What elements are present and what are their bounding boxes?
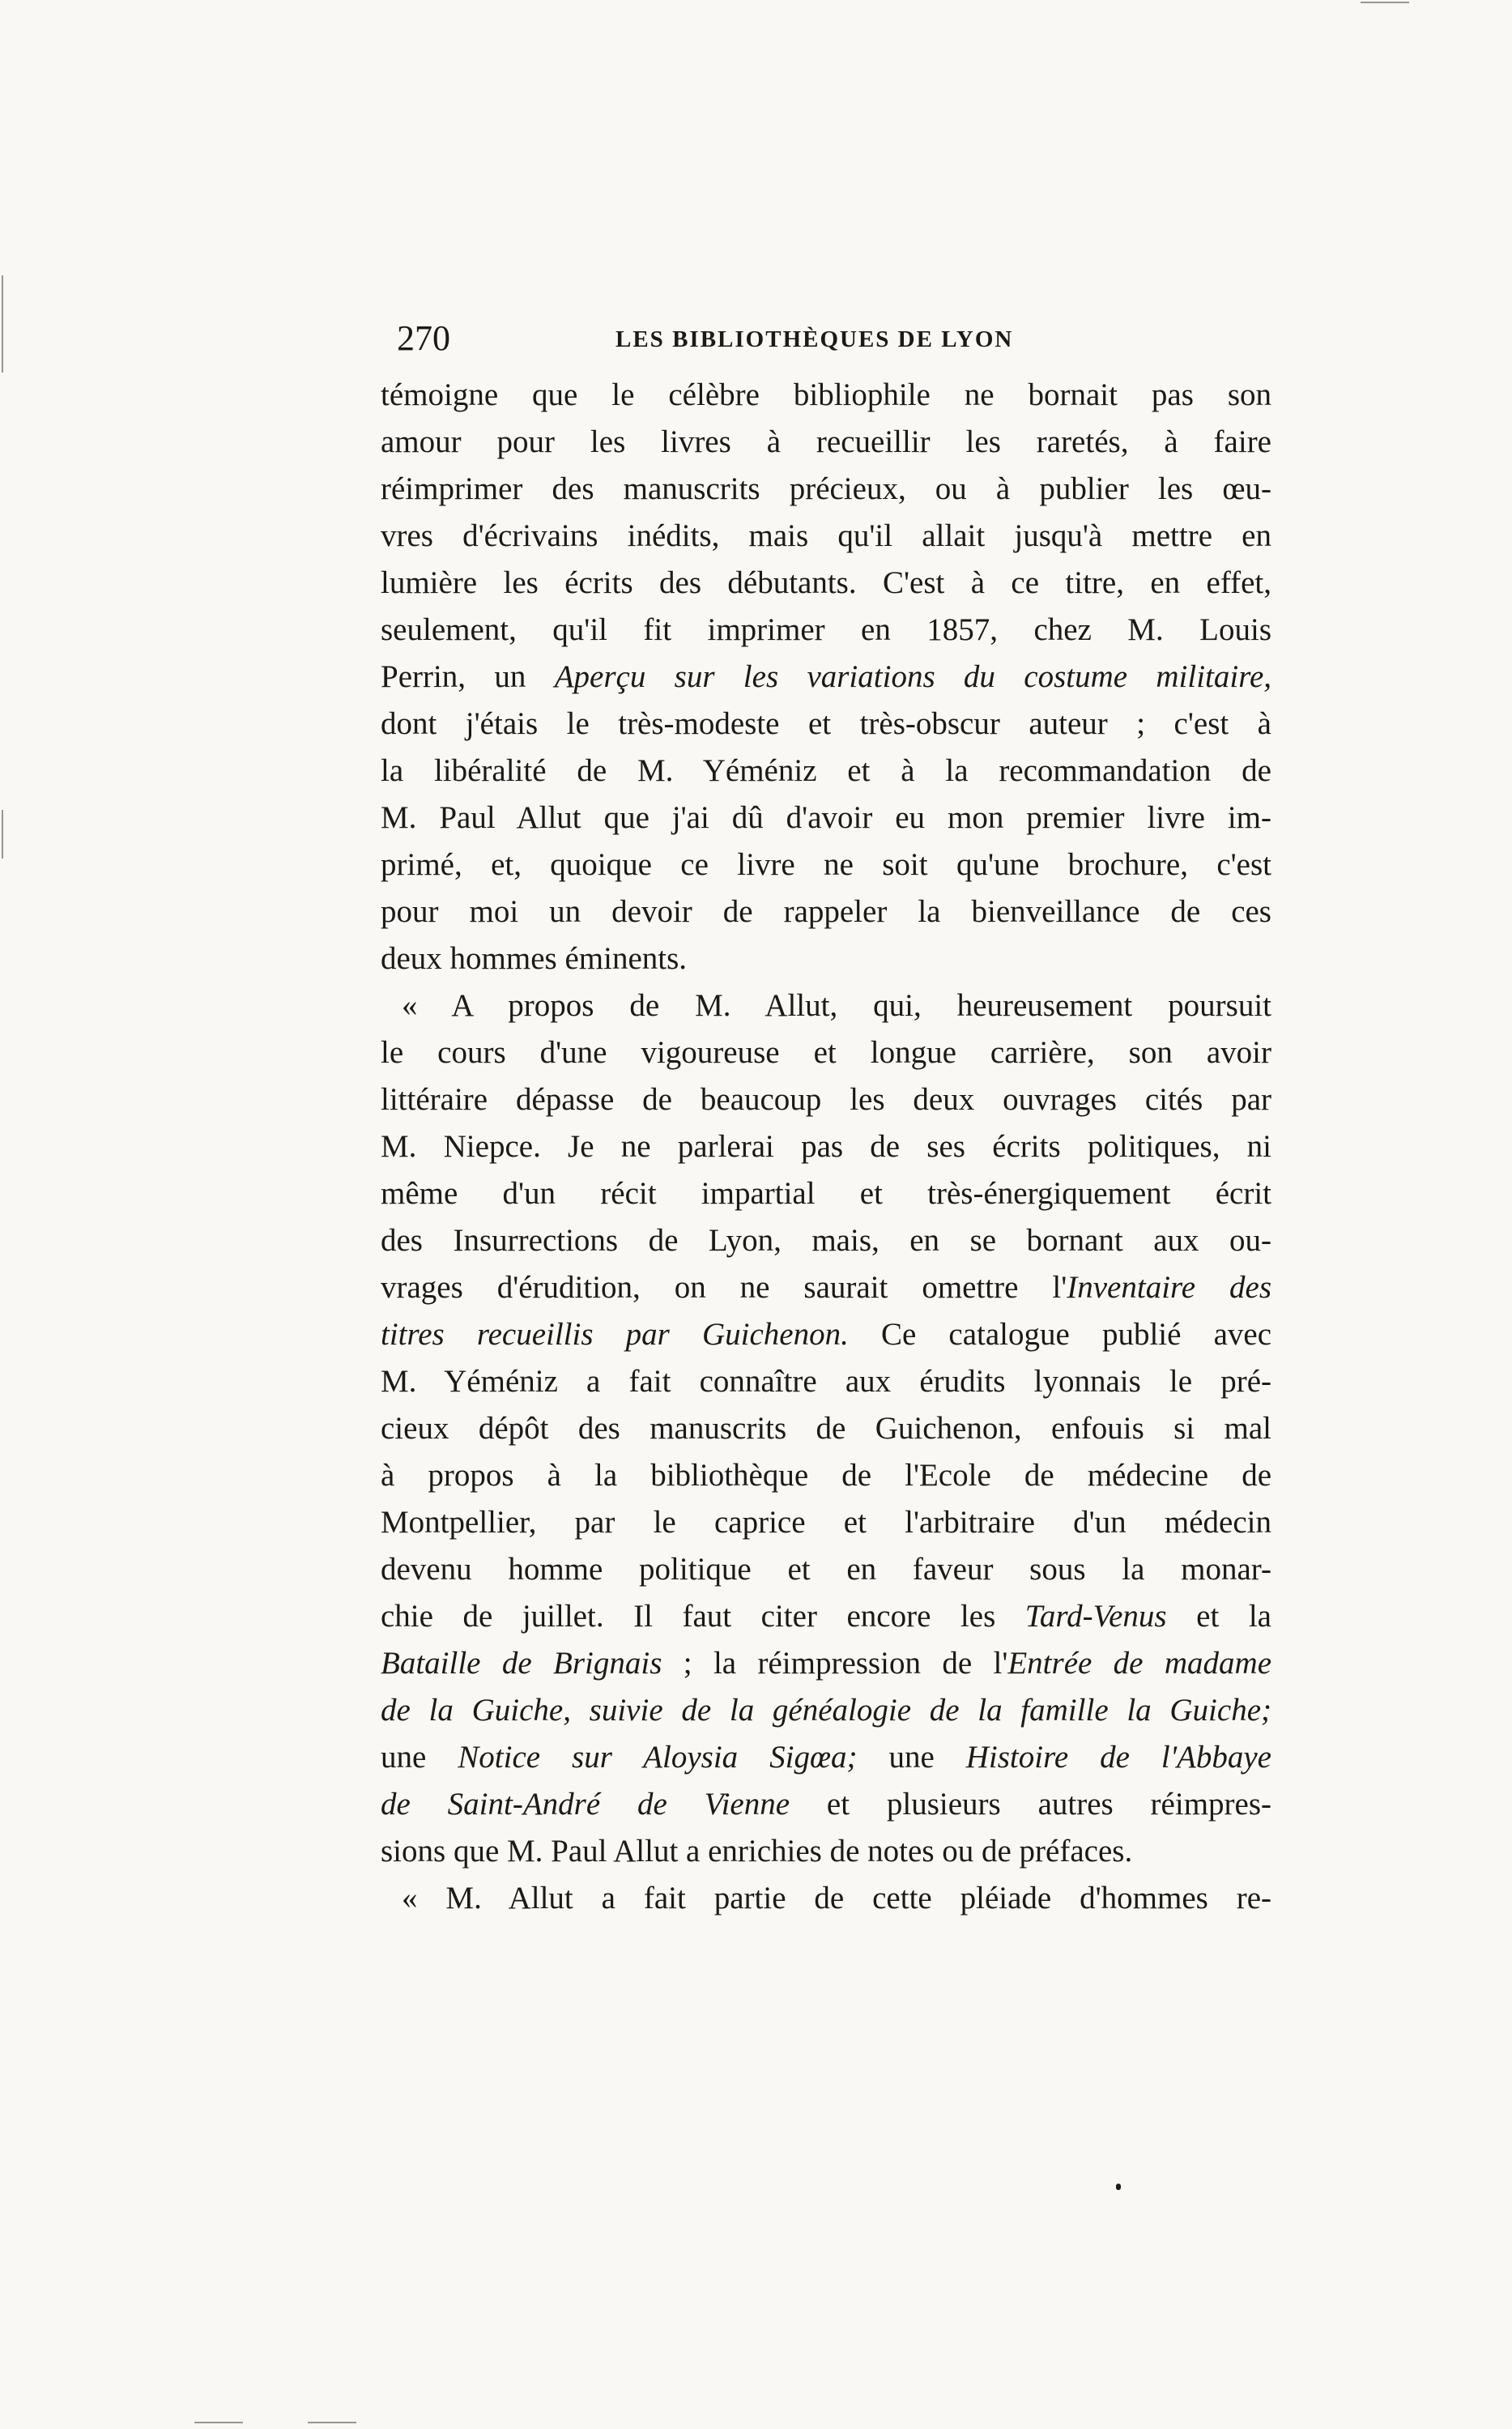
text-line — [381, 513, 1271, 560]
text-line — [381, 419, 1271, 466]
text-run: des Insurrections de Lyon, mais, en se bornant aux ou- — [381, 1223, 1271, 1258]
text-run: primé, et, quoique ce livre ne soit qu'une brochure, c'est — [381, 847, 1271, 882]
text-run: cieux dépôt des manuscrits de Guichenon, enfouis si mal — [381, 1411, 1271, 1446]
text-line — [381, 701, 1271, 748]
text-line — [381, 889, 1271, 935]
text-line — [381, 982, 1271, 1029]
ink-dot — [1116, 2184, 1121, 2190]
text-line — [381, 1217, 1271, 1264]
italic-text: Histoire de l'Abbaye — [965, 1740, 1271, 1775]
italic-text: Notice sur Aloysia Sigœa; — [458, 1740, 858, 1775]
text-run: ; la réimpression de l' — [662, 1646, 1008, 1681]
text-line — [381, 372, 1271, 419]
text-run: M. Yéméniz a fait connaître aux érudits lyonnais le pré- — [381, 1364, 1271, 1399]
text-run: M. Paul Allut que j'ai dû d'avoir eu mon premier livre im- — [381, 800, 1271, 835]
body-text — [381, 372, 1271, 1922]
text-line — [381, 1405, 1271, 1452]
italic-text: Entrée de madame — [1007, 1646, 1272, 1681]
text-run: une — [381, 1740, 458, 1775]
text-line — [381, 935, 1271, 982]
text-run: même d'un récit impartial et très-énergiquement écrit — [381, 1176, 1271, 1211]
text-run: deux hommes éminents. — [381, 941, 688, 976]
text-run: lumière les écrits des débutants. C'est à ce titre, en effet, — [381, 565, 1271, 600]
text-run: « M. Allut a fait partie de cette pléiade d'hommes re- — [402, 1881, 1271, 1916]
text-run: la libéralité de M. Yéméniz et à la recommandation de — [381, 753, 1271, 788]
text-line — [381, 466, 1271, 513]
italic-text: Bataille de Brignais — [381, 1646, 662, 1681]
page-header — [397, 314, 1271, 363]
text-run: Montpellier, par le caprice et l'arbitraire d'un médecin — [381, 1505, 1271, 1540]
text-run: seulement, qu'il fit imprimer en 1857, chez M. Louis — [381, 612, 1271, 647]
italic-text: Tard-Venus — [1024, 1599, 1167, 1634]
text-line — [381, 795, 1271, 842]
text-run: sions que M. Paul Allut a enrichies de notes ou de préfaces. — [381, 1834, 1133, 1869]
text-line — [381, 560, 1271, 607]
scan-edge-mark — [2, 275, 3, 373]
text-run: dont j'étais le très-modeste et très-obscur auteur ; c'est à — [381, 706, 1271, 741]
text-line — [381, 1828, 1271, 1875]
text-line — [381, 1499, 1271, 1546]
scan-edge-mark — [2, 810, 3, 859]
text-line — [381, 1593, 1271, 1640]
text-line — [381, 1076, 1271, 1123]
italic-text: Inventaire des — [1067, 1270, 1271, 1305]
text-line — [381, 1264, 1271, 1311]
text-line — [381, 1170, 1271, 1217]
page-number: 270 — [397, 318, 450, 358]
text-run: littéraire dépasse de beaucoup les deux ouvrages cités par — [381, 1082, 1271, 1117]
text-run: vrages d'érudition, on ne saurait omettre l' — [381, 1270, 1067, 1305]
text-line — [381, 1358, 1271, 1405]
text-line — [381, 1781, 1271, 1828]
text-line — [381, 1546, 1271, 1593]
text-line — [381, 1875, 1271, 1922]
text-run: et la — [1166, 1599, 1271, 1634]
text-line — [381, 1452, 1271, 1499]
text-run: réimprimer des manuscrits précieux, ou à publier les œu- — [381, 471, 1271, 506]
text-run: amour pour les livres à recueillir les raretés, à faire — [381, 424, 1271, 459]
text-line — [381, 842, 1271, 889]
scan-edge-mark — [308, 2422, 356, 2423]
italic-text: de Saint-André de Vienne — [381, 1787, 790, 1822]
text-run: vres d'écrivains inédits, mais qu'il allait jusqu'à mettre en — [381, 518, 1271, 553]
text-line — [381, 748, 1271, 795]
text-run: et plusieurs autres réimpres- — [790, 1787, 1271, 1822]
running-title: LES BIBLIOTHÈQUES DE LYON — [615, 326, 1014, 352]
italic-text: Aperçu sur les variations du costume militaire, — [554, 659, 1271, 694]
italic-text: titres recueillis par Guichenon. — [381, 1317, 849, 1352]
text-run: à propos à la bibliothèque de l'Ecole de médecine de — [381, 1458, 1271, 1493]
text-run: devenu homme politique et en faveur sous la monar- — [381, 1552, 1271, 1587]
text-run: Ce catalogue publié avec — [848, 1317, 1271, 1352]
text-run: « A propos de M. Allut, qui, heureusement poursuit — [402, 988, 1271, 1023]
text-line — [381, 1123, 1271, 1170]
text-run: Perrin, un — [381, 659, 555, 694]
scan-edge-mark — [1361, 2, 1409, 3]
text-line — [381, 654, 1271, 701]
text-line — [381, 1640, 1271, 1687]
text-line — [381, 1687, 1271, 1734]
text-line — [381, 1734, 1271, 1781]
text-run: témoigne que le célèbre bibliophile ne bornait pas son — [381, 377, 1271, 412]
text-run: pour moi un devoir de rappeler la bienveillance de ces — [381, 894, 1271, 929]
scan-edge-mark — [194, 2422, 243, 2423]
text-run: M. Niepce. Je ne parlerai pas de ses écrits politiques, ni — [381, 1129, 1271, 1164]
text-run: le cours d'une vigoureuse et longue carrière, son avoir — [381, 1035, 1271, 1070]
text-line — [381, 607, 1271, 654]
text-run: chie de juillet. Il faut citer encore les — [381, 1599, 1025, 1634]
text-line — [381, 1311, 1271, 1358]
italic-text: de la Guiche, suivie de la généalogie de la famille la Guiche; — [381, 1693, 1271, 1728]
text-line — [381, 1029, 1271, 1076]
text-run: une — [857, 1740, 966, 1775]
